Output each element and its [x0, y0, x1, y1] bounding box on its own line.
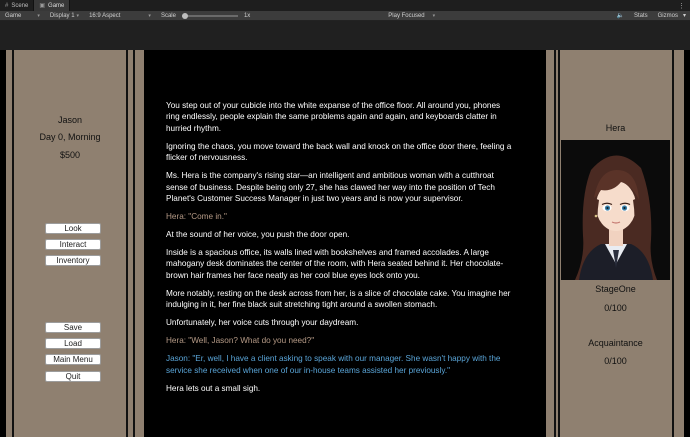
relationship-value: 0/100	[604, 356, 627, 366]
tab-game[interactable]	[34, 0, 70, 11]
scale-slider-knob[interactable]	[182, 13, 188, 19]
editor-tab-bar	[0, 0, 690, 11]
story-text-area	[166, 100, 516, 401]
game-toolbar	[0, 11, 690, 21]
mute-audio-icon[interactable]: 🔈	[616, 13, 624, 19]
view-dropdown-label: Game	[5, 12, 22, 19]
scale-control	[156, 11, 255, 21]
tab-game-label: Game	[48, 2, 65, 9]
aspect-dropdown[interactable]	[84, 11, 156, 21]
load-button[interactable]: Load	[45, 338, 101, 349]
story-paragraph: You step out of your cubicle into the white expanse of the office floor. All around you, phones ring endlessly, people explain the same problems again and again, and keyboards clatter in hurried rhythm.	[166, 101, 501, 133]
left-sidebar-border	[126, 50, 128, 437]
jason-dialogue: Jason: "Er, well, I have a client asking to speak with our manager. She wasn't happy with the service she received when one of our in-house teams assisted her previously."	[166, 354, 501, 375]
npc-panel	[561, 50, 670, 437]
stats-button[interactable]: Stats	[633, 12, 648, 19]
scale-slider[interactable]	[182, 15, 238, 17]
stage-value: 0/100	[604, 303, 627, 313]
hera-portrait-image	[561, 140, 670, 280]
scale-value: 1x	[243, 12, 251, 19]
right-sidebar	[546, 50, 684, 437]
tab-menu-icon[interactable]: ⋮	[678, 2, 685, 10]
chevron-down-icon[interactable]: ▾	[682, 13, 686, 19]
quit-button[interactable]: Quit	[45, 371, 101, 382]
hera-dialogue: Hera: "Well, Jason? What do you need?"	[166, 336, 315, 346]
chevron-down-icon: ▾	[432, 12, 436, 19]
day-time: Day 0, Morning	[39, 132, 101, 142]
story-paragraph: More notably, resting on the desk across from her, is a slice of chocolate cake. You imagine her indulging in it, her fine black suit stretching tight around a swollen stomach.	[166, 288, 511, 310]
relationship-label: Acquaintance	[588, 338, 643, 348]
story-paragraph: Ms. Hera is the company's rising star—an intelligent and ambitious woman with a cutthroat sense of business. Despite being only 27, she has clawed her way into the position of Tech Planet's Customer Success Manager in just two years and is now your supervisor.	[166, 171, 495, 204]
display-dropdown[interactable]	[45, 11, 84, 21]
game-icon: ▣	[39, 3, 46, 9]
play-mode-label: Play Focused	[388, 12, 425, 19]
chevron-down-icon: ▾	[148, 12, 151, 19]
npc-portrait	[561, 140, 670, 280]
chevron-down-icon: ▾	[76, 12, 80, 19]
interact-button[interactable]: Interact	[45, 239, 101, 250]
right-sidebar-border	[558, 50, 560, 437]
npc-name: Hera	[605, 123, 626, 133]
save-button[interactable]: Save	[45, 322, 101, 333]
tab-scene-label: Scene	[11, 2, 29, 9]
scale-label: Scale	[160, 12, 176, 19]
stage-label: StageOne	[595, 284, 636, 294]
story-paragraph: Ignoring the chaos, you move toward the back wall and knock on the office door there, feeling a flicker of nervousness.	[166, 141, 512, 163]
player-status-panel	[15, 50, 125, 437]
display-dropdown-label: Display 1	[49, 12, 75, 19]
view-dropdown[interactable]	[0, 11, 45, 21]
left-sidebar-border	[12, 50, 14, 437]
scene-icon: #	[5, 2, 9, 9]
story-paragraph: At the sound of her voice, you push the door open.	[166, 230, 350, 240]
player-money: $500	[59, 150, 81, 160]
look-button[interactable]: Look	[45, 223, 101, 234]
story-paragraph: Hera lets out a small sigh.	[166, 383, 261, 393]
play-mode-dropdown[interactable]	[383, 11, 440, 21]
gizmos-button[interactable]: Gizmos	[657, 12, 678, 19]
chevron-down-icon: ▾	[37, 12, 40, 19]
tab-scene[interactable]	[0, 0, 34, 11]
story-paragraph: Inside is a spacious office, its walls lined with bookshelves and framed accolades. A large mahogany desk dominates the center of the room, with Hera seated behind it. Her chocolate-brown hair frames her face neatly as her cool blue eyes lock onto you.	[166, 248, 504, 280]
aspect-dropdown-label: 16:9 Aspect	[89, 12, 121, 19]
story-paragraph: Unfortunately, her voice cuts through your daydream.	[166, 318, 359, 328]
left-sidebar	[6, 50, 144, 437]
hera-dialogue: Hera: "Come in."	[166, 212, 227, 222]
game-view-letterbox	[0, 21, 690, 50]
player-name: Jason	[57, 115, 83, 125]
game-viewport	[0, 50, 690, 437]
left-sidebar-border	[133, 50, 135, 437]
right-sidebar-border	[672, 50, 674, 437]
inventory-button[interactable]: Inventory	[45, 255, 101, 266]
right-sidebar-border	[554, 50, 556, 437]
main-menu-button[interactable]: Main Menu	[45, 354, 101, 365]
